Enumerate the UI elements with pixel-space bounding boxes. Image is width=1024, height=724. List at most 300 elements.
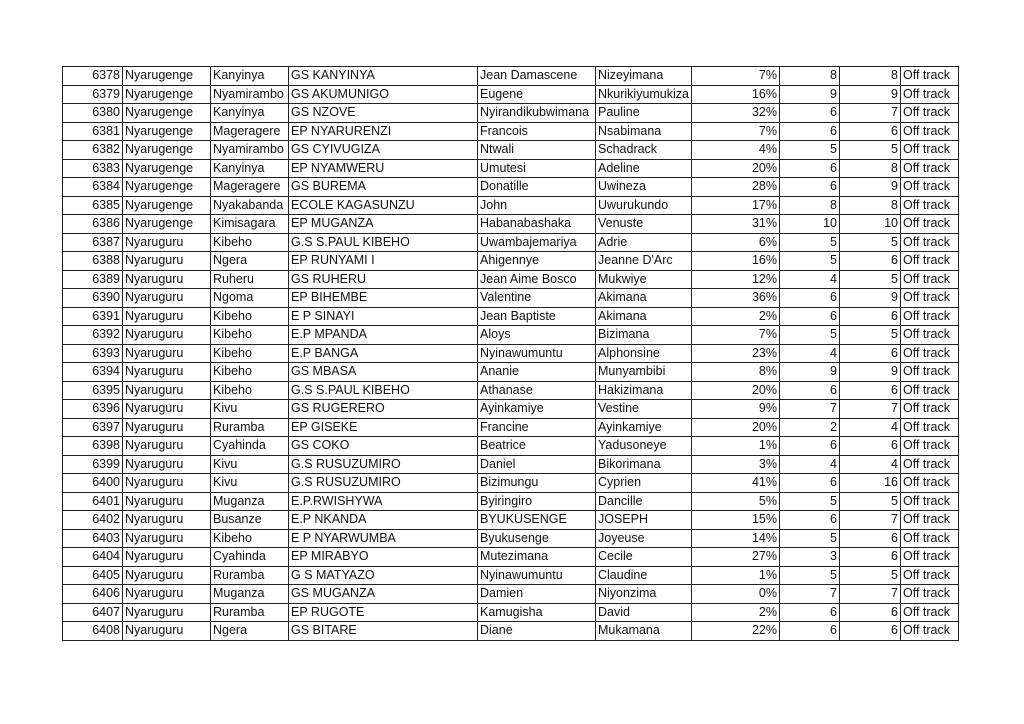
- cell-last-name: Akimana: [596, 289, 692, 308]
- table-body: [63, 67, 959, 641]
- cell-percent: 5%: [692, 492, 780, 511]
- table-row: [63, 270, 959, 289]
- cell-id: 6385: [63, 196, 123, 215]
- cell-score-b: 5: [840, 492, 901, 511]
- cell-status: Off track: [901, 215, 959, 234]
- cell-score-a: 6: [780, 381, 840, 400]
- cell-school: E.P.RWISHYWA: [289, 492, 478, 511]
- cell-status: Off track: [901, 418, 959, 437]
- cell-score-b: 6: [840, 622, 901, 641]
- cell-last-name: Nkurikiyumukiza: [596, 85, 692, 104]
- cell-last-name: Adeline: [596, 159, 692, 178]
- cell-id: 6403: [63, 529, 123, 548]
- cell-status: Off track: [901, 363, 959, 382]
- table-row: [63, 307, 959, 326]
- cell-id: 6381: [63, 122, 123, 141]
- cell-score-b: 6: [840, 603, 901, 622]
- table-row: [63, 529, 959, 548]
- cell-percent: 8%: [692, 363, 780, 382]
- cell-status: Off track: [901, 233, 959, 252]
- cell-district: Nyaruguru: [123, 585, 211, 604]
- cell-school: GS RUHERU: [289, 270, 478, 289]
- cell-sector: Nyamirambo: [211, 141, 289, 160]
- cell-score-a: 10: [780, 215, 840, 234]
- cell-school: EP MIRABYO: [289, 548, 478, 567]
- cell-school: G.S S.PAUL KIBEHO: [289, 233, 478, 252]
- table-row: [63, 622, 959, 641]
- cell-score-a: 8: [780, 67, 840, 86]
- cell-percent: 7%: [692, 122, 780, 141]
- cell-first-name: Eugene: [478, 85, 596, 104]
- cell-last-name: Bizimana: [596, 326, 692, 345]
- cell-percent: 23%: [692, 344, 780, 363]
- cell-sector: Cyahinda: [211, 437, 289, 456]
- cell-percent: 41%: [692, 474, 780, 493]
- cell-school: E.P BANGA: [289, 344, 478, 363]
- cell-sector: Nyakabanda: [211, 196, 289, 215]
- cell-sector: Kibeho: [211, 326, 289, 345]
- cell-district: Nyaruguru: [123, 548, 211, 567]
- cell-percent: 36%: [692, 289, 780, 308]
- cell-district: Nyaruguru: [123, 492, 211, 511]
- table-row: [63, 141, 959, 160]
- cell-id: 6390: [63, 289, 123, 308]
- cell-first-name: Ntwali: [478, 141, 596, 160]
- cell-school: GS BITARE: [289, 622, 478, 641]
- cell-last-name: Uwurukundo: [596, 196, 692, 215]
- cell-percent: 12%: [692, 270, 780, 289]
- cell-status: Off track: [901, 585, 959, 604]
- cell-last-name: Vestine: [596, 400, 692, 419]
- cell-status: Off track: [901, 474, 959, 493]
- cell-first-name: Ahigennye: [478, 252, 596, 271]
- cell-first-name: Ananie: [478, 363, 596, 382]
- cell-last-name: Ayinkamiye: [596, 418, 692, 437]
- cell-score-a: 5: [780, 566, 840, 585]
- cell-sector: Busanze: [211, 511, 289, 530]
- cell-status: Off track: [901, 603, 959, 622]
- cell-last-name: Schadrack: [596, 141, 692, 160]
- cell-status: Off track: [901, 529, 959, 548]
- cell-id: 6392: [63, 326, 123, 345]
- cell-school: E.P NKANDA: [289, 511, 478, 530]
- cell-school: GS RUGERERO: [289, 400, 478, 419]
- cell-first-name: Nyinawumuntu: [478, 566, 596, 585]
- table-row: [63, 492, 959, 511]
- cell-last-name: Cyprien: [596, 474, 692, 493]
- cell-id: 6383: [63, 159, 123, 178]
- cell-first-name: Habanabashaka: [478, 215, 596, 234]
- cell-school: ECOLE KAGASUNZU: [289, 196, 478, 215]
- cell-sector: Muganza: [211, 492, 289, 511]
- cell-sector: Kibeho: [211, 307, 289, 326]
- cell-percent: 16%: [692, 85, 780, 104]
- cell-sector: Kimisagara: [211, 215, 289, 234]
- cell-percent: 20%: [692, 381, 780, 400]
- cell-first-name: Donatille: [478, 178, 596, 197]
- cell-percent: 7%: [692, 326, 780, 345]
- cell-district: Nyaruguru: [123, 529, 211, 548]
- cell-last-name: Alphonsine: [596, 344, 692, 363]
- cell-score-a: 8: [780, 196, 840, 215]
- cell-last-name: Claudine: [596, 566, 692, 585]
- table-row: [63, 585, 959, 604]
- cell-district: Nyaruguru: [123, 381, 211, 400]
- cell-id: 6388: [63, 252, 123, 271]
- cell-last-name: Pauline: [596, 104, 692, 123]
- cell-id: 6380: [63, 104, 123, 123]
- cell-district: Nyarugenge: [123, 104, 211, 123]
- cell-id: 6404: [63, 548, 123, 567]
- cell-district: Nyaruguru: [123, 511, 211, 530]
- cell-score-b: 7: [840, 400, 901, 419]
- cell-score-a: 4: [780, 455, 840, 474]
- table-row: [63, 326, 959, 345]
- table-row: [63, 289, 959, 308]
- cell-percent: 3%: [692, 455, 780, 474]
- cell-school: GS KANYINYA: [289, 67, 478, 86]
- cell-score-b: 9: [840, 289, 901, 308]
- cell-percent: 22%: [692, 622, 780, 641]
- cell-score-a: 9: [780, 85, 840, 104]
- cell-first-name: Jean Aime Bosco: [478, 270, 596, 289]
- cell-percent: 1%: [692, 437, 780, 456]
- cell-percent: 14%: [692, 529, 780, 548]
- cell-status: Off track: [901, 270, 959, 289]
- cell-status: Off track: [901, 566, 959, 585]
- cell-score-a: 7: [780, 585, 840, 604]
- table-row: [63, 67, 959, 86]
- cell-id: 6406: [63, 585, 123, 604]
- table-row: [63, 85, 959, 104]
- cell-sector: Kivu: [211, 474, 289, 493]
- cell-status: Off track: [901, 104, 959, 123]
- cell-sector: Mageragere: [211, 122, 289, 141]
- cell-last-name: Mukwiye: [596, 270, 692, 289]
- cell-score-b: 6: [840, 437, 901, 456]
- cell-sector: Ruheru: [211, 270, 289, 289]
- cell-sector: Kivu: [211, 455, 289, 474]
- cell-sector: Ruramba: [211, 566, 289, 585]
- cell-school: G.S RUSUZUMIRO: [289, 455, 478, 474]
- cell-score-a: 5: [780, 141, 840, 160]
- cell-sector: Ngera: [211, 252, 289, 271]
- cell-status: Off track: [901, 622, 959, 641]
- cell-last-name: JOSEPH: [596, 511, 692, 530]
- cell-first-name: Valentine: [478, 289, 596, 308]
- cell-status: Off track: [901, 307, 959, 326]
- cell-percent: 2%: [692, 603, 780, 622]
- table-row: [63, 566, 959, 585]
- cell-first-name: Nyinawumuntu: [478, 344, 596, 363]
- cell-last-name: Akimana: [596, 307, 692, 326]
- cell-sector: Mageragere: [211, 178, 289, 197]
- cell-district: Nyarugenge: [123, 215, 211, 234]
- cell-district: Nyaruguru: [123, 289, 211, 308]
- cell-school: E P SINAYI: [289, 307, 478, 326]
- cell-score-a: 2: [780, 418, 840, 437]
- cell-district: Nyarugenge: [123, 141, 211, 160]
- cell-score-b: 6: [840, 381, 901, 400]
- cell-first-name: Jean Baptiste: [478, 307, 596, 326]
- cell-id: 6408: [63, 622, 123, 641]
- cell-first-name: Damien: [478, 585, 596, 604]
- cell-district: Nyaruguru: [123, 326, 211, 345]
- cell-id: 6396: [63, 400, 123, 419]
- cell-sector: Ruramba: [211, 418, 289, 437]
- cell-status: Off track: [901, 492, 959, 511]
- cell-status: Off track: [901, 344, 959, 363]
- cell-score-b: 8: [840, 67, 901, 86]
- cell-district: Nyaruguru: [123, 566, 211, 585]
- cell-first-name: Byiringiro: [478, 492, 596, 511]
- cell-id: 6397: [63, 418, 123, 437]
- cell-first-name: BYUKUSENGE: [478, 511, 596, 530]
- cell-sector: Kivu: [211, 400, 289, 419]
- cell-first-name: Jean Damascene: [478, 67, 596, 86]
- cell-percent: 28%: [692, 178, 780, 197]
- cell-first-name: Aloys: [478, 326, 596, 345]
- table-row: [63, 511, 959, 530]
- cell-id: 6387: [63, 233, 123, 252]
- cell-first-name: Uwambajemariya: [478, 233, 596, 252]
- cell-last-name: Munyambibi: [596, 363, 692, 382]
- cell-percent: 7%: [692, 67, 780, 86]
- cell-score-a: 9: [780, 363, 840, 382]
- cell-score-a: 4: [780, 270, 840, 289]
- cell-score-b: 9: [840, 363, 901, 382]
- cell-score-b: 7: [840, 585, 901, 604]
- cell-school: GS MBASA: [289, 363, 478, 382]
- cell-score-b: 5: [840, 566, 901, 585]
- cell-sector: Kanyinya: [211, 159, 289, 178]
- cell-sector: Kibeho: [211, 233, 289, 252]
- cell-district: Nyaruguru: [123, 307, 211, 326]
- cell-id: 6402: [63, 511, 123, 530]
- cell-school: G.S S.PAUL KIBEHO: [289, 381, 478, 400]
- cell-score-b: 6: [840, 344, 901, 363]
- cell-score-b: 6: [840, 529, 901, 548]
- cell-status: Off track: [901, 511, 959, 530]
- cell-score-a: 5: [780, 529, 840, 548]
- cell-score-a: 7: [780, 400, 840, 419]
- cell-score-a: 6: [780, 603, 840, 622]
- cell-first-name: Kamugisha: [478, 603, 596, 622]
- cell-percent: 32%: [692, 104, 780, 123]
- cell-district: Nyaruguru: [123, 622, 211, 641]
- table-row: [63, 603, 959, 622]
- cell-percent: 17%: [692, 196, 780, 215]
- cell-id: 6382: [63, 141, 123, 160]
- cell-score-b: 6: [840, 548, 901, 567]
- data-table: [62, 66, 959, 641]
- cell-id: 6400: [63, 474, 123, 493]
- cell-score-b: 5: [840, 326, 901, 345]
- cell-score-a: 6: [780, 511, 840, 530]
- cell-status: Off track: [901, 381, 959, 400]
- cell-district: Nyaruguru: [123, 233, 211, 252]
- cell-first-name: Daniel: [478, 455, 596, 474]
- cell-last-name: Nizeyimana: [596, 67, 692, 86]
- cell-score-a: 6: [780, 289, 840, 308]
- cell-last-name: Uwineza: [596, 178, 692, 197]
- cell-last-name: Nsabimana: [596, 122, 692, 141]
- table-row: [63, 196, 959, 215]
- cell-score-b: 8: [840, 159, 901, 178]
- cell-percent: 6%: [692, 233, 780, 252]
- cell-school: EP NYARURENZI: [289, 122, 478, 141]
- table-row: [63, 474, 959, 493]
- cell-percent: 27%: [692, 548, 780, 567]
- cell-school: EP RUNYAMI I: [289, 252, 478, 271]
- cell-status: Off track: [901, 122, 959, 141]
- cell-school: GS AKUMUNIGO: [289, 85, 478, 104]
- table-row: [63, 215, 959, 234]
- cell-last-name: Jeanne D'Arc: [596, 252, 692, 271]
- cell-id: 6386: [63, 215, 123, 234]
- cell-score-a: 6: [780, 178, 840, 197]
- table-row: [63, 159, 959, 178]
- cell-first-name: Nyirandikubwimana: [478, 104, 596, 123]
- cell-score-b: 5: [840, 233, 901, 252]
- table-row: [63, 548, 959, 567]
- cell-id: 6395: [63, 381, 123, 400]
- table-row: [63, 178, 959, 197]
- table-row: [63, 252, 959, 271]
- cell-first-name: Athanase: [478, 381, 596, 400]
- cell-last-name: Cecile: [596, 548, 692, 567]
- cell-score-a: 6: [780, 122, 840, 141]
- cell-status: Off track: [901, 85, 959, 104]
- cell-percent: 9%: [692, 400, 780, 419]
- cell-district: Nyaruguru: [123, 418, 211, 437]
- table-row: [63, 437, 959, 456]
- cell-first-name: Ayinkamiye: [478, 400, 596, 419]
- cell-id: 6394: [63, 363, 123, 382]
- cell-first-name: Byukusenge: [478, 529, 596, 548]
- cell-score-a: 6: [780, 307, 840, 326]
- cell-score-b: 6: [840, 307, 901, 326]
- cell-status: Off track: [901, 289, 959, 308]
- cell-score-b: 7: [840, 511, 901, 530]
- cell-district: Nyaruguru: [123, 270, 211, 289]
- cell-district: Nyaruguru: [123, 455, 211, 474]
- table-row: [63, 381, 959, 400]
- cell-school: EP NYAMWERU: [289, 159, 478, 178]
- cell-score-a: 5: [780, 233, 840, 252]
- cell-score-b: 9: [840, 178, 901, 197]
- cell-percent: 0%: [692, 585, 780, 604]
- cell-school: EP BIHEMBE: [289, 289, 478, 308]
- cell-first-name: Francois: [478, 122, 596, 141]
- cell-id: 6398: [63, 437, 123, 456]
- cell-score-b: 10: [840, 215, 901, 234]
- cell-status: Off track: [901, 67, 959, 86]
- cell-id: 6399: [63, 455, 123, 474]
- cell-last-name: Joyeuse: [596, 529, 692, 548]
- cell-status: Off track: [901, 178, 959, 197]
- cell-school: GS COKO: [289, 437, 478, 456]
- cell-district: Nyarugenge: [123, 85, 211, 104]
- cell-district: Nyarugenge: [123, 122, 211, 141]
- table-row: [63, 363, 959, 382]
- cell-district: Nyaruguru: [123, 363, 211, 382]
- cell-district: Nyaruguru: [123, 344, 211, 363]
- cell-district: Nyaruguru: [123, 252, 211, 271]
- cell-school: EP RUGOTE: [289, 603, 478, 622]
- cell-score-a: 6: [780, 159, 840, 178]
- cell-score-b: 7: [840, 104, 901, 123]
- table-row: [63, 104, 959, 123]
- cell-first-name: Bizimungu: [478, 474, 596, 493]
- cell-percent: 15%: [692, 511, 780, 530]
- cell-school: G S MATYAZO: [289, 566, 478, 585]
- cell-score-a: 6: [780, 474, 840, 493]
- cell-percent: 20%: [692, 159, 780, 178]
- cell-score-b: 16: [840, 474, 901, 493]
- cell-first-name: Diane: [478, 622, 596, 641]
- cell-sector: Ngera: [211, 622, 289, 641]
- cell-score-a: 6: [780, 622, 840, 641]
- cell-first-name: John: [478, 196, 596, 215]
- cell-school: G.S RUSUZUMIRO: [289, 474, 478, 493]
- cell-id: 6407: [63, 603, 123, 622]
- cell-percent: 1%: [692, 566, 780, 585]
- cell-last-name: Yadusoneye: [596, 437, 692, 456]
- cell-sector: Kibeho: [211, 381, 289, 400]
- cell-district: Nyarugenge: [123, 67, 211, 86]
- cell-percent: 2%: [692, 307, 780, 326]
- cell-score-a: 5: [780, 252, 840, 271]
- cell-score-a: 3: [780, 548, 840, 567]
- table-row: [63, 455, 959, 474]
- cell-first-name: Francine: [478, 418, 596, 437]
- cell-id: 6389: [63, 270, 123, 289]
- cell-score-b: 4: [840, 418, 901, 437]
- cell-district: Nyaruguru: [123, 437, 211, 456]
- cell-school: GS NZOVE: [289, 104, 478, 123]
- cell-sector: Kibeho: [211, 363, 289, 382]
- table-row: [63, 122, 959, 141]
- cell-district: Nyaruguru: [123, 603, 211, 622]
- cell-sector: Nyamirambo: [211, 85, 289, 104]
- cell-score-a: 6: [780, 437, 840, 456]
- cell-score-b: 9: [840, 85, 901, 104]
- cell-last-name: Adrie: [596, 233, 692, 252]
- cell-school: GS MUGANZA: [289, 585, 478, 604]
- cell-last-name: Mukamana: [596, 622, 692, 641]
- cell-school: E.P MPANDA: [289, 326, 478, 345]
- cell-id: 6405: [63, 566, 123, 585]
- cell-score-b: 6: [840, 122, 901, 141]
- cell-school: EP MUGANZA: [289, 215, 478, 234]
- cell-school: GS CYIVUGIZA: [289, 141, 478, 160]
- cell-sector: Kanyinya: [211, 104, 289, 123]
- cell-first-name: Beatrice: [478, 437, 596, 456]
- cell-id: 6379: [63, 85, 123, 104]
- cell-status: Off track: [901, 159, 959, 178]
- cell-sector: Muganza: [211, 585, 289, 604]
- cell-sector: Cyahinda: [211, 548, 289, 567]
- cell-first-name: Mutezimana: [478, 548, 596, 567]
- cell-status: Off track: [901, 400, 959, 419]
- cell-school: GS BUREMA: [289, 178, 478, 197]
- table-row: [63, 400, 959, 419]
- cell-status: Off track: [901, 455, 959, 474]
- cell-district: Nyaruguru: [123, 400, 211, 419]
- cell-id: 6391: [63, 307, 123, 326]
- cell-status: Off track: [901, 196, 959, 215]
